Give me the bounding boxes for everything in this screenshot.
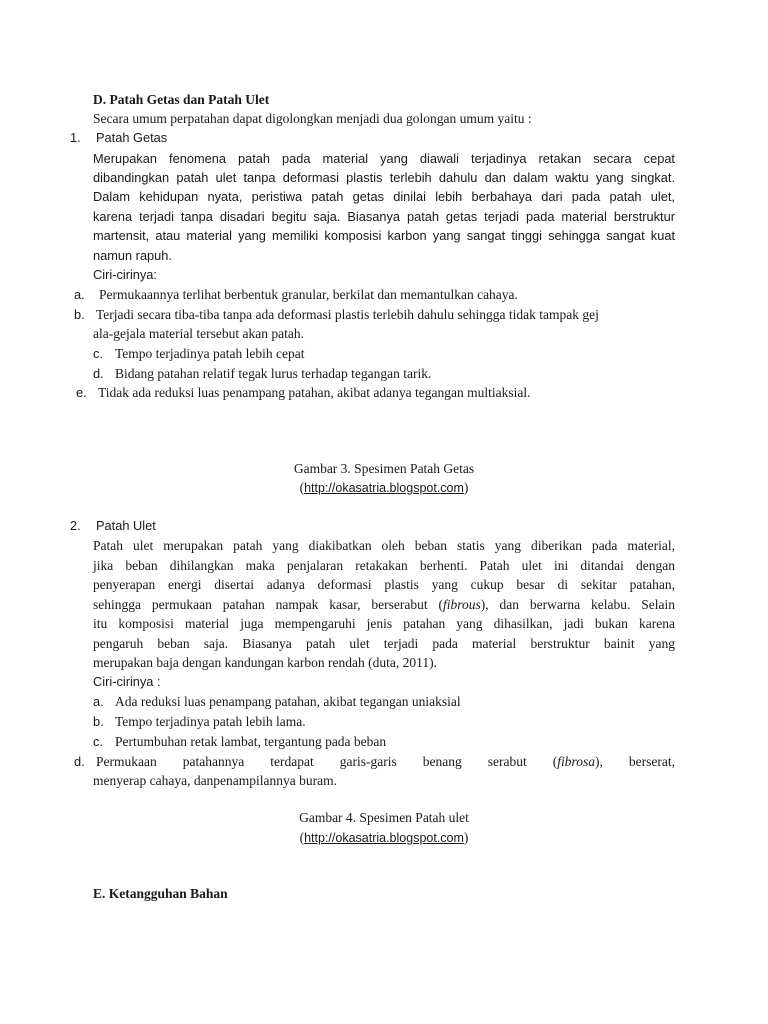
figure-3-link[interactable]: http://okasatria.blogspot.com bbox=[304, 481, 464, 495]
item-2-para-line: itu komposisi material juga mempengaruhi jenis patahan yang dihasilkan, jadi bukan karena bbox=[93, 616, 675, 631]
para-italic-fibrous: fibrous bbox=[443, 597, 481, 612]
item-2-para-line: penyerapan energi disertai adanya deformasi plastis yang cukup besar di sekitar patahan, bbox=[93, 577, 675, 592]
item-2-para-line: merupakan baja dengan kandungan karbon rendah (duta, 2011). bbox=[93, 655, 437, 670]
ciri-italic-fibrosa: fibrosa bbox=[557, 754, 596, 769]
item-1-ciri-text: Terjadi secara tiba-tiba tanpa ada deformasi plastis terlebih dahulu sehingga tidak tampak gej bbox=[96, 307, 599, 322]
item-2-para-line: jika beban dihilangkan maka penjalaran retakakan berhenti. Patah ulet ini ditandai dengan bbox=[93, 558, 675, 573]
figure-3-paren-close: ) bbox=[463, 480, 469, 495]
figure-4-paren-close: ) bbox=[463, 830, 469, 845]
item-2-ciri-marker: a. bbox=[93, 694, 104, 709]
item-2-marker: 2. bbox=[70, 518, 81, 533]
section-e-heading: E. Ketangguhan Bahan bbox=[93, 886, 228, 901]
item-2-ciri-marker: c. bbox=[93, 734, 103, 749]
item-1-ciri-marker: a. bbox=[74, 287, 85, 302]
item-1-para-line: Dalam kehidupan nyata, peristiwa patah getas dinilai lebih berbahaya dari pada patah ulet, bbox=[93, 189, 675, 204]
item-1-ciri-label: Ciri-cirinya: bbox=[93, 267, 157, 282]
item-2-ciri-text: Pertumbuhan retak lambat, tergantung pada beban bbox=[115, 734, 387, 749]
item-1-title: Patah Getas bbox=[96, 130, 168, 145]
item-2-ciri-text: Tempo terjadinya patah lebih lama. bbox=[115, 714, 306, 729]
item-1-para-line: Merupakan fenomena patah pada material yang diawali terjadinya retakan secara cepat bbox=[93, 151, 675, 166]
figure-3-source bbox=[0, 478, 768, 499]
item-1-ciri-text: Bidang patahan relatif tegak lurus terhadap tegangan tarik. bbox=[115, 366, 432, 381]
item-2-title: Patah Ulet bbox=[96, 518, 156, 533]
item-1-ciri-marker: b. bbox=[74, 307, 85, 322]
item-2-ciri-marker: b. bbox=[93, 714, 104, 729]
figure-4-caption: Gambar 4. Spesimen Patah ulet bbox=[299, 810, 469, 825]
item-1-ciri-marker: d. bbox=[93, 366, 104, 381]
item-1-para-line: martensit, atau material yang memiliki komposisi karbon yang sangat tinggi sehingga sangat kuat bbox=[93, 228, 675, 243]
item-2-ciri-text: Ada reduksi luas penampang patahan, akibat tegangan uniaksial bbox=[115, 694, 461, 709]
item-2-para-line bbox=[93, 595, 675, 615]
item-2-ciri-text-cont: menyerap cahaya, danpenampilannya buram. bbox=[93, 773, 338, 788]
item-2-ciri-label: Ciri-cirinya : bbox=[93, 674, 161, 689]
ciri-segment: Permukaan patahannya terdapat garis-garis benang serabut ( bbox=[96, 754, 558, 769]
item-1-ciri-marker: c. bbox=[93, 346, 103, 361]
para-segment: ), dan berwarna kelabu. Selain bbox=[480, 597, 675, 612]
item-1-ciri-text: Permukaannya terlihat berbentuk granular, berkilat dan memantulkan cahaya. bbox=[99, 287, 518, 302]
item-1-para-line: namun rapuh. bbox=[93, 248, 172, 263]
item-1-ciri-marker: e. bbox=[76, 385, 87, 400]
item-1-ciri-text: Tempo terjadinya patah lebih cepat bbox=[115, 346, 305, 361]
item-2-para-line: Patah ulet merupakan patah yang diakibatkan oleh beban statis yang diberikan pada material, bbox=[93, 538, 675, 553]
para-segment: sehingga permukaan patahan nampak kasar, berserabut ( bbox=[93, 597, 444, 612]
item-2-ciri-text bbox=[96, 752, 675, 772]
section-d-heading: D. Patah Getas dan Patah Ulet bbox=[93, 92, 270, 107]
item-1-ciri-text-cont: ala-gejala material tersebut akan patah. bbox=[93, 326, 305, 341]
section-d-intro: Secara umum perpatahan dapat digolongkan menjadi dua golongan umum yaitu : bbox=[93, 111, 532, 126]
item-1-para-line: dibandingkan patah ulet tanpa deformasi plastis terlebih dahulu dan dalam waktu yang singkat. bbox=[93, 170, 675, 185]
figure-4-source bbox=[0, 828, 768, 849]
figure-3-caption: Gambar 3. Spesimen Patah Getas bbox=[293, 461, 475, 476]
figure-4-paren-open: ( bbox=[299, 830, 305, 845]
item-1-ciri-text: Tidak ada reduksi luas penampang patahan, akibat adanya tegangan multiaksial. bbox=[98, 385, 531, 400]
item-2-para-line: pengaruh beban saja. Biasanya patah ulet terjadi pada material berstruktur bainit yang bbox=[93, 636, 675, 651]
item-1-para-line: karena terjadi tanpa disadari begitu saja. Biasanya patah getas terjadi pada material berstruktur bbox=[93, 209, 675, 224]
figure-3-paren-open: ( bbox=[299, 480, 305, 495]
figure-4-link[interactable]: http://okasatria.blogspot.com bbox=[304, 831, 464, 845]
item-2-ciri-marker: d. bbox=[74, 754, 85, 769]
item-1-marker: 1. bbox=[70, 130, 81, 145]
ciri-segment: ), berserat, bbox=[595, 754, 676, 769]
